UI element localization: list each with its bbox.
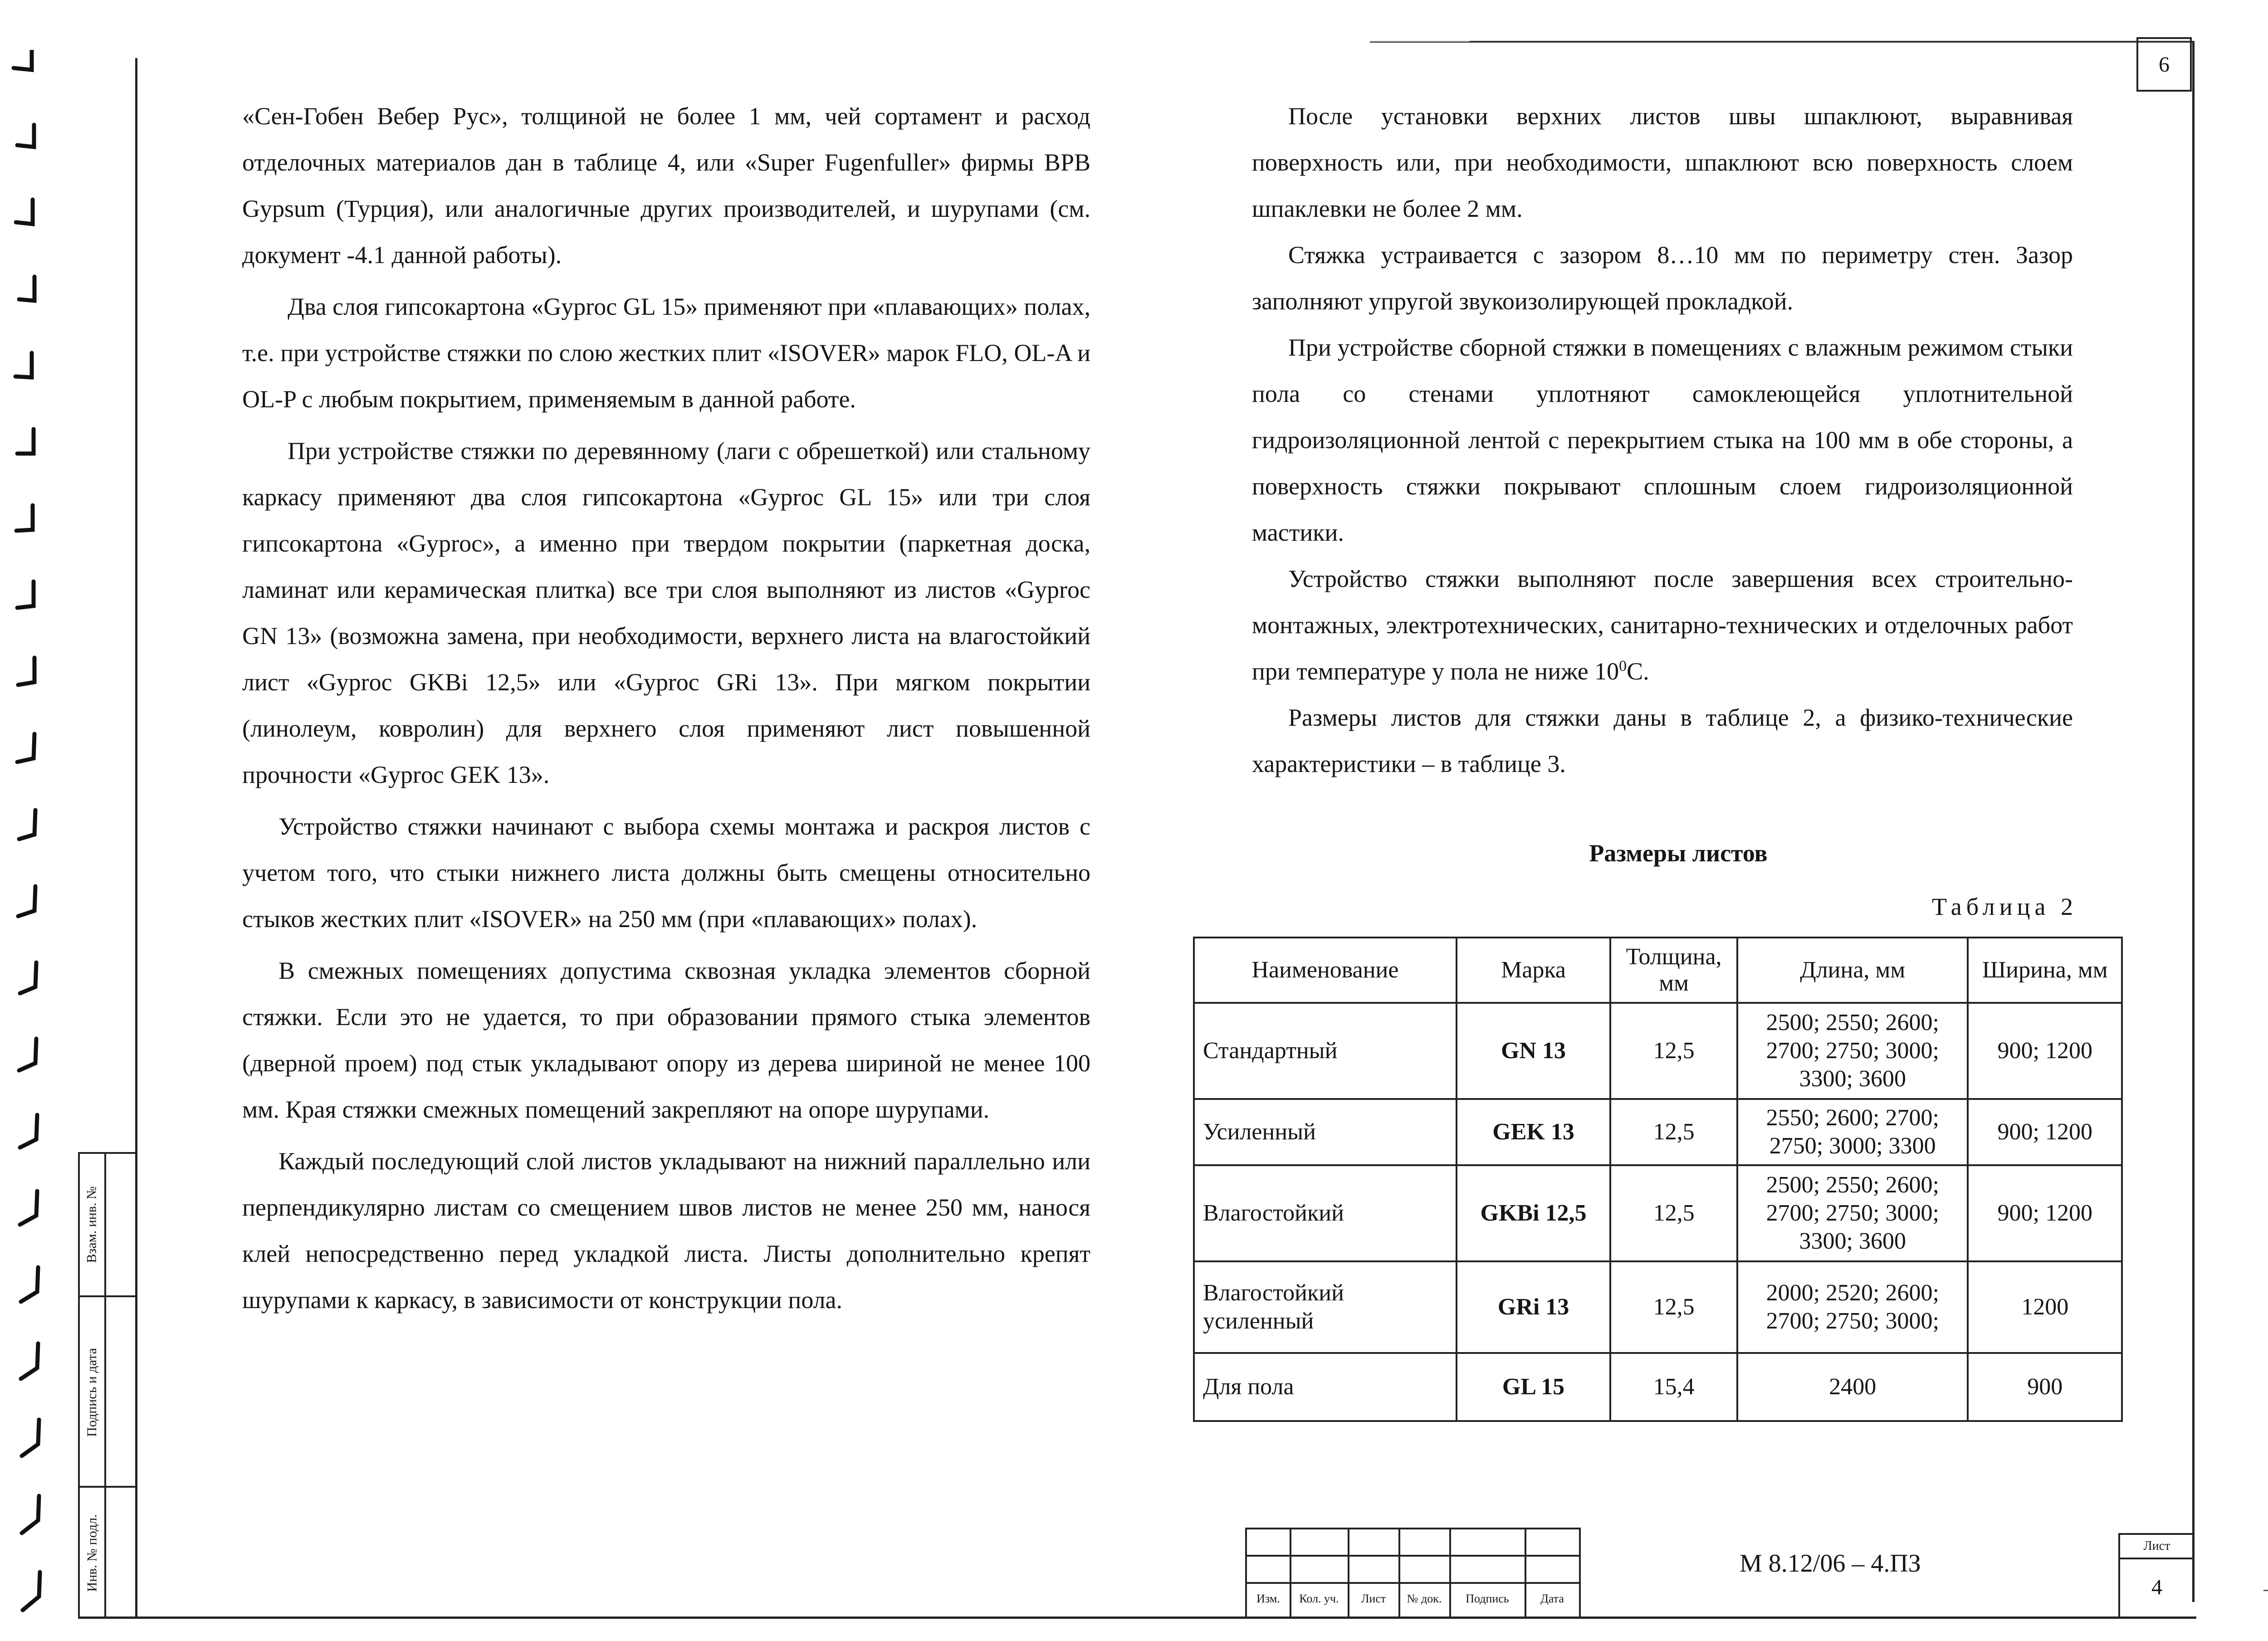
stamp-label-inv-replace: Взам. инв. № xyxy=(84,1186,99,1263)
paragraph: Два слоя гипсокартона «Gyproc GL 15» применяют при «плавающих» полах, т.е. при устройстве стяжки по слою жестких плит «ISOVER» марок FLO, OL-A и OL-P с любым покрытием, применяемым в данной работе. xyxy=(242,293,1090,413)
cell-length: 2500; 2550; 2600; 2700; 2750; 3000; 3300; 3600 xyxy=(1737,1003,1968,1099)
table-row xyxy=(1194,1003,2122,1099)
side-stamp xyxy=(78,1152,137,1618)
table-row xyxy=(1194,1099,2122,1165)
stamp-separator xyxy=(104,1154,106,1617)
grid-line xyxy=(1579,1528,1581,1617)
cell-name: Для пола xyxy=(1194,1353,1457,1421)
tb-label-change: Изм. xyxy=(1256,1592,1280,1605)
header-thickness: Толщина, мм xyxy=(1610,938,1737,1003)
table-caption: Таблица 2 xyxy=(1932,893,2077,920)
sheet-number-box xyxy=(2118,1533,2194,1617)
cell-width: 900; 1200 xyxy=(1968,1099,2122,1165)
table-row xyxy=(1194,1353,2122,1421)
table-header-row xyxy=(1194,938,2122,1003)
binding-marks-graphic xyxy=(9,50,59,1637)
cell-thickness: 15,4 xyxy=(1610,1353,1737,1421)
tb-label-doc: № док. xyxy=(1407,1592,1442,1605)
paragraph: После установки верхних листов швы шпаклюют, выравнивая поверхность или, при необходимости, шпаклюют всю поверхность слоем шпаклевки не более 2 мм. xyxy=(1252,103,2073,222)
stamp-cell-inv-replace xyxy=(80,1154,135,1295)
cell-length: 2550; 2600; 2700; 2750; 3000; 3300 xyxy=(1737,1099,1968,1165)
cell-thickness: 12,5 xyxy=(1610,1261,1737,1353)
cell-mark: GEK 13 xyxy=(1457,1099,1610,1165)
left-text-column xyxy=(242,93,1090,1323)
grid-line xyxy=(1245,1582,1581,1584)
cell-name: Влагостойкий xyxy=(1194,1165,1457,1261)
cell-length: 2400 xyxy=(1737,1353,1968,1421)
cell-name: Влагостойкий усиленный xyxy=(1194,1261,1457,1353)
cell-thickness: 12,5 xyxy=(1610,1165,1737,1261)
document-code: М 8.12/06 – 4.ПЗ xyxy=(1740,1549,1921,1578)
paragraph-text-end: С. xyxy=(1627,658,1649,685)
header-name: Наименование xyxy=(1194,938,1457,1003)
tb-label-date: Дата xyxy=(1540,1592,1564,1605)
paragraph: «Сен-Гобен Вебер Рус», толщиной не более 1 мм, чей сортамент и расход отделочных материалов дан в таблице 4, или «Super Fugenfuller» фирмы BPB Gypsum (Турция), или аналогичные других производителей, и шурупами (см. документ -4.1 данной работы). xyxy=(242,103,1090,269)
sheet-label: Лист xyxy=(2120,1535,2194,1559)
frame-right-line xyxy=(2192,42,2195,1602)
paragraph: В смежных помещениях допустима сквозная укладка элементов сборной стяжки. Если это не удается, то при образовании прямого стыка элементов (дверной проем) под стык укладывают опору из дерева шириной не менее 100 мм. Края стяжки смежных помещений закрепляют на опоре шурупами. xyxy=(242,957,1090,1123)
paragraph xyxy=(1252,556,2073,694)
stamp-label-sign-date: Подпись и дата xyxy=(84,1348,100,1437)
page-number-top: 6 xyxy=(2136,37,2192,92)
degree-superscript: 0 xyxy=(1619,658,1627,674)
cell-name: Стандартный xyxy=(1194,1003,1457,1099)
stamp-label-inv-orig: Инв. № подл. xyxy=(84,1514,99,1592)
paragraph: При устройстве сборной стяжки в помещениях с влажным режимом стыки пола со стенами уплотняют самоклеющейся уплотнительной гидроизоляционной лентой с перекрытием стыка на 100 мм в обе стороны, а поверхность стяжки покрывают сплошным слоем гидроизоляционной мастики. xyxy=(1252,334,2073,546)
header-length: Длина, мм xyxy=(1737,938,1968,1003)
cell-thickness: 12,5 xyxy=(1610,1099,1737,1165)
table-row xyxy=(1194,1165,2122,1261)
cell-mark: GRi 13 xyxy=(1457,1261,1610,1353)
frame-tail xyxy=(2263,1590,2268,1591)
frame-top-fade xyxy=(1370,40,1470,42)
sheet-sizes-table xyxy=(1193,937,2123,1422)
tb-label-sheet: Лист xyxy=(1361,1592,1386,1605)
cell-thickness: 12,5 xyxy=(1610,1003,1737,1099)
cell-name: Усиленный xyxy=(1194,1099,1457,1165)
cell-mark: GL 15 xyxy=(1457,1353,1610,1421)
paragraph: Каждый последующий слой листов укладывают на нижний параллельно или перпендикулярно листам со смещением швов листов не менее 250 мм, нанося клей непосредственно перед укладкой листа. Листы дополнительно крепят шурупами к каркасу, в зависимости от конструкции пола. xyxy=(242,1148,1090,1314)
tb-label-count: Кол. уч. xyxy=(1299,1592,1339,1605)
cell-length: 2000; 2520; 2600; 2700; 2750; 3000; xyxy=(1737,1261,1968,1353)
cell-length: 2500; 2550; 2600; 2700; 2750; 3000; 3300; 3600 xyxy=(1737,1165,1968,1261)
binding-marks xyxy=(9,50,59,1637)
paragraph-text: Устройство стяжки выполняют после завершения всех строительно-монтажных, электротехнических, санитарно-технических и отделочных работ при температуре у пола не ниже 10 xyxy=(1252,565,2073,685)
paragraph: Размеры листов для стяжки даны в таблице 2, а физико-технические характеристики – в таблице 3. xyxy=(1252,704,2073,777)
frame-top-line xyxy=(1370,41,2195,43)
stamp-cell-inv-orig xyxy=(80,1486,135,1618)
right-text-column xyxy=(1252,93,2073,787)
grid-line xyxy=(1245,1555,1581,1557)
cell-width: 1200 xyxy=(1968,1261,2122,1353)
header-width: Ширина, мм xyxy=(1968,938,2122,1003)
cell-mark: GN 13 xyxy=(1457,1003,1610,1099)
paragraph: При устройстве стяжки по деревянному (лаги с обрешеткой) или стальному каркасу применяют два слоя гипсокартона «Gyproc GL 15» или три слоя гипсокартона «Gyproc», а именно при твердом покрытии (паркетная доска, ламинат или керамическая плитка) все три слоя выполняют из листов «Gyproc GN 13» (возможна замена, при необходимости, верхнего листа на влагостойкий лист «Gyproc GKBi 12,5» или «Gyproc GRi 13». При мягком покрытии (линолеум, ковролин) для верхнего слоя применяют лист повышенной прочности «Gyproc GEK 13». xyxy=(242,437,1090,788)
cell-width: 900 xyxy=(1968,1353,2122,1421)
tb-label-signature: Подпись xyxy=(1466,1592,1509,1605)
table-title: Размеры листов xyxy=(1589,840,1768,867)
frame-bottom-line xyxy=(78,1617,2196,1619)
cell-width: 900; 1200 xyxy=(1968,1165,2122,1261)
cell-width: 900; 1200 xyxy=(1968,1003,2122,1099)
sheet-number: 4 xyxy=(2151,1575,2162,1599)
header-mark: Марка xyxy=(1457,938,1610,1003)
grid-line xyxy=(1245,1528,1581,1529)
grid-line xyxy=(1245,1528,1247,1617)
paragraph: Устройство стяжки начинают с выбора схемы монтажа и раскроя листов с учетом того, что стыки нижнего листа должны быть смещены относительно стыков жестких плит «ISOVER» на 250 мм (при «плавающих» полах). xyxy=(242,813,1090,933)
table-row xyxy=(1194,1261,2122,1353)
paragraph: Стяжка устраивается с зазором 8…10 мм по периметру стен. Зазор заполняют упругой звукоизолирующей прокладкой. xyxy=(1252,241,2073,315)
cell-mark: GKBi 12,5 xyxy=(1457,1165,1610,1261)
stamp-cell-sign-date xyxy=(80,1295,135,1486)
